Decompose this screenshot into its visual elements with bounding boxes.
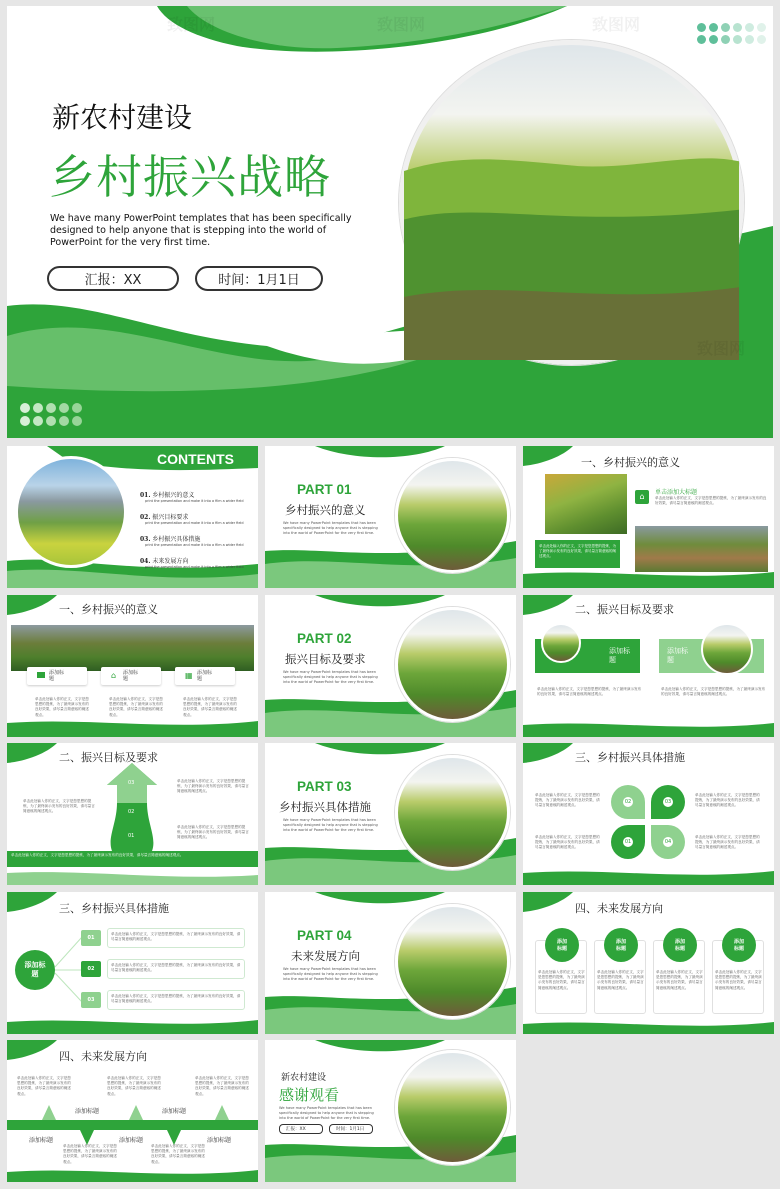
contents-item-3[interactable]: 03. 乡村振兴具体措施 [140,536,201,543]
goal-text-1: 单击此处输入你的正文，文字是您思想的提炼，为了最终演示发布的良好效果，请尽量言简意赅的阐述观点。 [23,799,95,814]
future-text-3: 单击此处输入你的正文，文字是您思想的提炼，为了最终演示发布的良好效果，请尽量言简意赅的阐述观点。 [656,970,703,990]
part-number: PART 02 [297,631,352,646]
quad-text-2: 单击此处输入你的正文，文字是您思想的提炼，为了最终演示发布的良好效果，请尽量言简意赅的阐述观点。 [695,793,760,808]
cover-dots-bottom-left [20,403,82,426]
future-num-4: 04 [718,932,724,937]
time-pill: 时间：1月1日 [195,266,323,291]
add-big-title[interactable]: 单击添加大标题 [655,489,698,496]
section-title: 一、乡村振兴的意义 [581,456,680,469]
section-title: 四、未来发展方向 [59,1050,147,1063]
part-title: 振兴目标及要求 [285,652,366,666]
card-text-1: 单击此处输入你的正文，文字是您思想的提炼，为了最终演示发布的良好效果，请尽量言简意赅的阐述观点。 [537,687,642,697]
part-photo [395,607,510,722]
part-number: PART 04 [297,928,352,943]
future-num-3: 03 [659,932,665,937]
future-circle-1: 添加标题 [545,928,579,962]
part-title: 乡村振兴具体措施 [279,800,371,814]
section-title: 四、未来发展方向 [575,902,663,915]
quad-num-4: 04 [658,832,678,852]
timeline-text-2: 单击此处输入你的正文，文字是您思想的提炼，为了最终演示发布的良好效果，请尽量言简意赅的阐述观点。 [107,1076,161,1096]
ending-description: We have many PowerPoint templates that has been specifically designed to help anyone that is stepping into the world of PowerPoint for the very first time. [279,1106,374,1121]
ending-reporter: 汇报：XX [279,1124,323,1134]
cover-title: 乡村振兴战略 [49,150,331,204]
cover-dots-top-right [697,23,766,44]
section-2-slide-b[interactable] [7,743,258,885]
feature-card-title: 添加标题 [49,670,65,682]
contents-item-4[interactable]: 04. 未来发展方向 [140,558,189,565]
future-circle-2: 添加标题 [604,928,638,962]
quad-text-4: 单击此处输入你的正文，文字是您思想的提炼，为了最终演示发布的良好效果，请尽量言简意赅的阐述观点。 [695,835,760,850]
quad-num-2: 02 [618,792,638,812]
branch-box-1: 单击此处输入你的正文，文字是您思想的提炼，为了最终演示发布的良好效果，请尽量言简意赅的阐述观点。 [107,928,245,948]
branch-num-3: 03 [81,992,101,1008]
cover-slide[interactable] [7,6,773,438]
arrow-num-2: 02 [128,809,135,815]
watermark: 致图网 [592,15,641,34]
quad-num-1: 01 [618,832,638,852]
quad-text-1: 单击此处输入你的正文，文字是您思想的提炼，为了最终演示发布的良好效果，请尽量言简意赅的阐述观点。 [535,793,600,808]
contents-mountain-photo [15,456,127,568]
future-num-1: 01 [541,932,547,937]
wallet-icon [37,672,45,678]
part-photo [395,904,510,1019]
contents-item-1-sub: print the presentation and make it into a film a wider field [145,499,244,503]
feature-text-1: 单击此处输入你的正文，文字是您思想的提炼，为了最终演示发布的良好效果，请尽量言简意赅的阐述观点。 [35,697,89,717]
home-icon: ⌂ [111,671,117,680]
timeline-text-1: 单击此处输入你的正文，文字是您思想的提炼，为了最终演示发布的良好效果，请尽量言简意赅的阐述观点。 [17,1076,71,1096]
part-title: 乡村振兴的意义 [285,503,366,517]
part-description: We have many PowerPoint templates that has been specifically designed to help anyone that is stepping into the world of PowerPoint for the very first time. [283,521,378,536]
ending-title: 感谢观看 [279,1086,340,1104]
branch-num-2: 02 [81,961,101,977]
section-2-slide-a[interactable] [523,595,774,737]
feature-card-3[interactable] [175,667,235,685]
future-circle-3: 添加标题 [663,928,697,962]
part-03-slide[interactable] [265,743,516,885]
contents-item-3-sub: print the presentation and make it into a film a wider field [145,543,244,547]
section-4-slide-a[interactable] [523,892,774,1034]
timeline-label-up-1: 添加标题 [75,1108,100,1115]
timeline-label-down-3: 添加标题 [207,1137,232,1144]
section-title: 三、乡村振兴具体措施 [59,902,169,915]
arrow-num-1: 01 [128,833,135,839]
part-number: PART 03 [297,779,352,794]
arrow-num-3: 03 [128,780,135,786]
part-description: We have many PowerPoint templates that has been specifically designed to help anyone that is stepping into the world of PowerPoint for the very first time. [283,967,378,982]
contents-item-4-sub: print the presentation and make it into a film a wider field [145,565,244,569]
branch-box-2: 单击此处输入你的正文，文字是您思想的提炼，为了最终演示发布的良好效果，请尽量言简意赅的阐述观点。 [107,959,245,979]
timeline-text-4: 单击此处输入你的正文，文字是您思想的提炼，为了最终演示发布的良好效果，请尽量言简意赅的阐述观点。 [63,1144,117,1164]
feature-card-2[interactable] [101,667,161,685]
goal-footer-text: 单击此处输入你的正文，文字是您思想的提炼，为了最终演示发布的良好效果，请尽量言简意赅的阐述观点。 [11,853,184,857]
village-panorama-photo [11,625,254,671]
contents-item-2[interactable]: 02. 振兴目标要求 [140,514,189,521]
part-04-slide[interactable] [265,892,516,1034]
part-description: We have many PowerPoint templates that has been specifically designed to help anyone that is stepping into the world of PowerPoint for the very first time. [283,670,378,685]
section-title: 三、乡村振兴具体措施 [575,751,685,764]
section-body: 单击此处输入你的正文，文字是您思想的提炼，为了最终演示发布的良好效果，请尽量言简意赅的阐述观点。 [655,496,767,506]
quad-num-3: 03 [658,792,678,812]
cover-description: We have many PowerPoint templates that has been specifically designed to help anyone that is stepping into the world of PowerPoint for the very first time. [50,213,352,248]
green-caption-box: 单击此处输入你的正文，文字是您思想的提炼，为了最终演示发布的良好效果，请尽量言简意赅的阐述观点。 [535,540,620,568]
timeline-text-3: 单击此处输入你的正文，文字是您思想的提炼，为了最终演示发布的良好效果，请尽量言简意赅的阐述观点。 [195,1076,249,1096]
future-text-2: 单击此处输入你的正文，文字是您思想的提炼，为了最终演示发布的良好效果，请尽量言简意赅的阐述观点。 [597,970,644,990]
part-number: PART 01 [297,482,352,497]
goal-text-2: 单击此处输入你的正文，文字是您思想的提炼，为了最终演示发布的良好效果，请尽量言简意赅的阐述观点。 [177,779,249,794]
part-photo [395,755,510,870]
calendar-icon: ▦ [185,671,193,680]
ending-subtitle: 新农村建设 [281,1073,327,1083]
feature-card-title: 添加标题 [197,670,213,682]
timeline-label-up-2: 添加标题 [162,1108,187,1115]
future-text-1: 单击此处输入你的正文，文字是您思想的提炼，为了最终演示发布的良好效果，请尽量言简意赅的阐述观点。 [538,970,585,990]
cover-landscape-photo [399,40,744,365]
terrace-photo [545,474,627,534]
circle-photo-1 [541,623,581,663]
goal-text-3: 单击此处输入你的正文，文字是您思想的提炼，为了最终演示发布的良好效果，请尽量言简意赅的阐述观点。 [177,825,249,840]
branch-num-1: 01 [81,930,101,946]
quad-text-3: 单击此处输入你的正文，文字是您思想的提炼，为了最终演示发布的良好效果，请尽量言简意赅的阐述观点。 [535,835,600,850]
ending-photo [395,1050,510,1165]
contents-item-1[interactable]: 01. 乡村振兴的意义 [140,492,195,499]
part-title: 未来发展方向 [291,949,360,963]
section-title: 二、振兴目标及要求 [575,603,674,616]
part-description: We have many PowerPoint templates that has been specifically designed to help anyone that is stepping into the world of PowerPoint for the very first time. [283,818,378,833]
feature-card-1[interactable] [27,667,87,685]
section-4-slide-b[interactable] [7,1040,258,1182]
cover-subtitle: 新农村建设 [52,101,193,134]
part-02-slide[interactable] [265,595,516,737]
section-1-slide-b[interactable] [7,595,258,737]
section-title: 一、乡村振兴的意义 [59,603,158,616]
card-title-1: 添加标题 [609,647,630,664]
part-01-slide[interactable] [265,446,516,588]
future-circle-4: 添加标题 [722,928,756,962]
timeline-label-down-1: 添加标题 [29,1137,54,1144]
feature-text-3: 单击此处输入你的正文，文字是您思想的提炼，为了最终演示发布的良好效果，请尽量言简意赅的阐述观点。 [183,697,237,717]
feature-card-title: 添加标题 [123,670,139,682]
feature-text-2: 单击此处输入你的正文，文字是您思想的提炼，为了最终演示发布的良好效果，请尽量言简意赅的阐述观点。 [109,697,163,717]
future-text-4: 单击此处输入你的正文，文字是您思想的提炼，为了最终演示发布的良好效果，请尽量言简意赅的阐述观点。 [715,970,762,990]
ending-time: 时间：1月1日 [329,1124,373,1134]
contents-slide[interactable] [7,446,258,588]
contents-heading: CONTENTS [157,451,234,467]
future-num-2: 02 [600,932,606,937]
building-icon: ⌂ [635,490,649,504]
part-photo [395,458,510,573]
reporter-pill: 汇报：XX [47,266,179,291]
section-3-slide-a[interactable] [523,743,774,885]
village-photo [635,526,768,572]
timeline-label-down-2: 添加标题 [119,1137,144,1144]
center-title-circle[interactable]: 添加标题 [15,950,55,990]
branch-box-3: 单击此处输入你的正文，文字是您思想的提炼，为了最终演示发布的良好效果，请尽量言简意赅的阐述观点。 [107,990,245,1010]
card-text-2: 单击此处输入你的正文，文字是您思想的提炼，为了最终演示发布的良好效果，请尽量言简意赅的阐述观点。 [661,687,766,697]
section-1-slide-a[interactable] [523,446,774,588]
circle-photo-2 [701,623,753,675]
section-3-slide-b[interactable] [7,892,258,1034]
section-title: 二、振兴目标及要求 [59,751,158,764]
contents-item-2-sub: print the presentation and make it into a film a wider field [145,521,244,525]
card-title-2: 添加标题 [667,647,688,664]
ending-slide[interactable] [265,1040,516,1182]
timeline-text-5: 单击此处输入你的正文，文字是您思想的提炼，为了最终演示发布的良好效果，请尽量言简意赅的阐述观点。 [151,1144,205,1164]
